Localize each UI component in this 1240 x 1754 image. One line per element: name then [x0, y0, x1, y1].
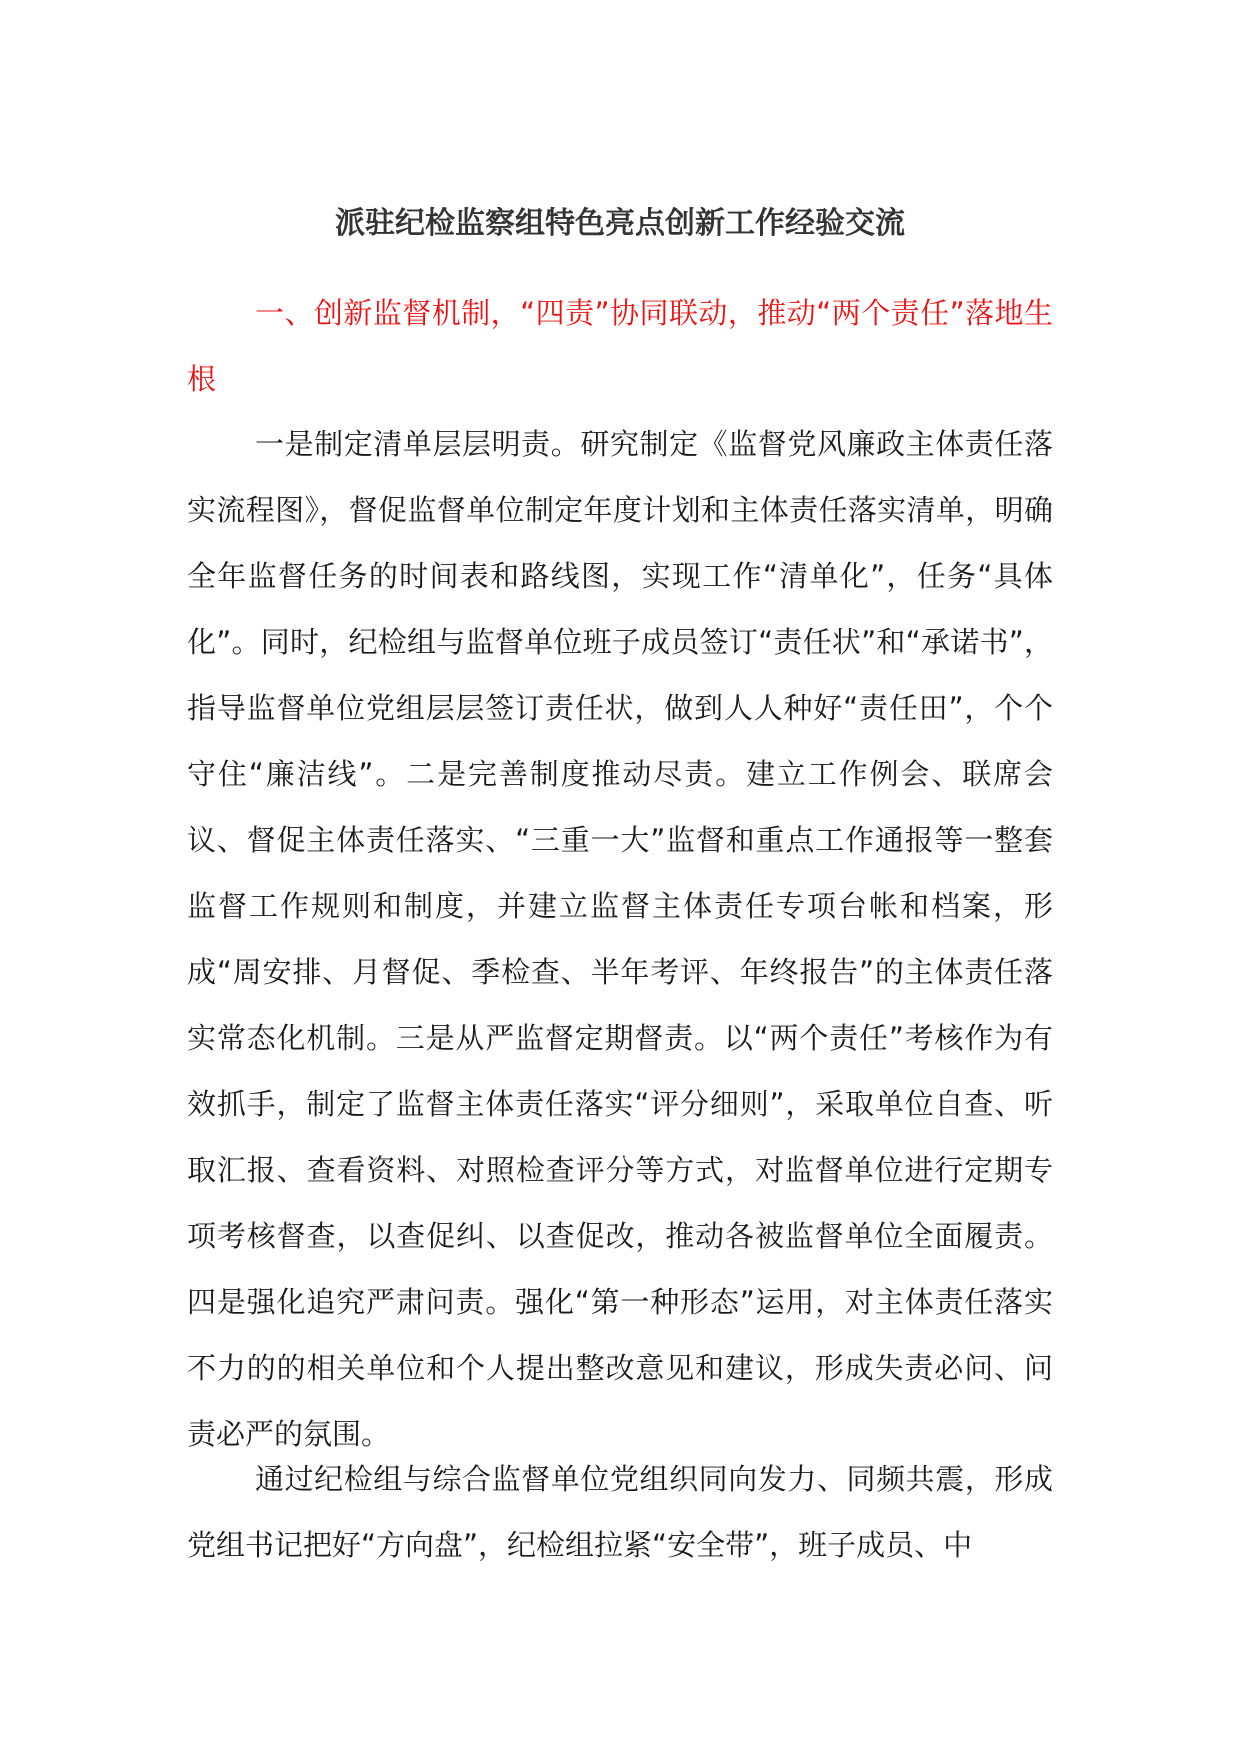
document-title: 派驻纪检监察组特色亮点创新工作经验交流: [335, 206, 905, 241]
section-heading: 一、创新监督机制，“四责”协同联动，推动“两个责任”落地生根: [187, 296, 1053, 396]
body-paragraph: 通过纪检组与综合监督单位党组织同向发力、同频共震，形成党组书记把好“方向盘”，纪检组拉紧“安全带”，班子成员、中: [187, 1462, 1053, 1562]
body-paragraph: 一是制定清单层层明责。研究制定《监督党风廉政主体责任落实流程图》，督促监督单位制定年度计划和主体责任落实清单，明确全年监督任务的时间表和路线图，实现工作“清单化”，任务“具体化”。同时，纪检组与监督单位班子成员签订“责任状”和“承诺书”，指导监督单位党组层层签订责任状，做到人人种好“责任田”，个个守住“廉洁线”。二是完善制度推动尽责。建立工作例会、联席会议、督促主体责任落实、“三重一大”监督和重点工作通报等一整套监督工作规则和制度，并建立监督主体责任专项台帐和档案，形成“周安排、月督促、季检查、半年考评、年终报告”的主体责任落实常态化机制。三是从严监督定期督责。以“两个责任”考核作为有效抓手，制定了监督主体责任落实“评分细则”，采取单位自查、听取汇报、查看资料、对照检查评分等方式，对监督单位进行定期专项考核督查，以查促纠、以查促改，推动各被监督单位全面履责。四是强化追究严肃问责。强化“第一种形态”运用，对主体责任落实不力的的相关单位和个人提出整改意见和建议，形成失责必问、问责必严的氛围。: [187, 427, 1053, 1451]
document-page: [187, 0, 1053, 1754]
